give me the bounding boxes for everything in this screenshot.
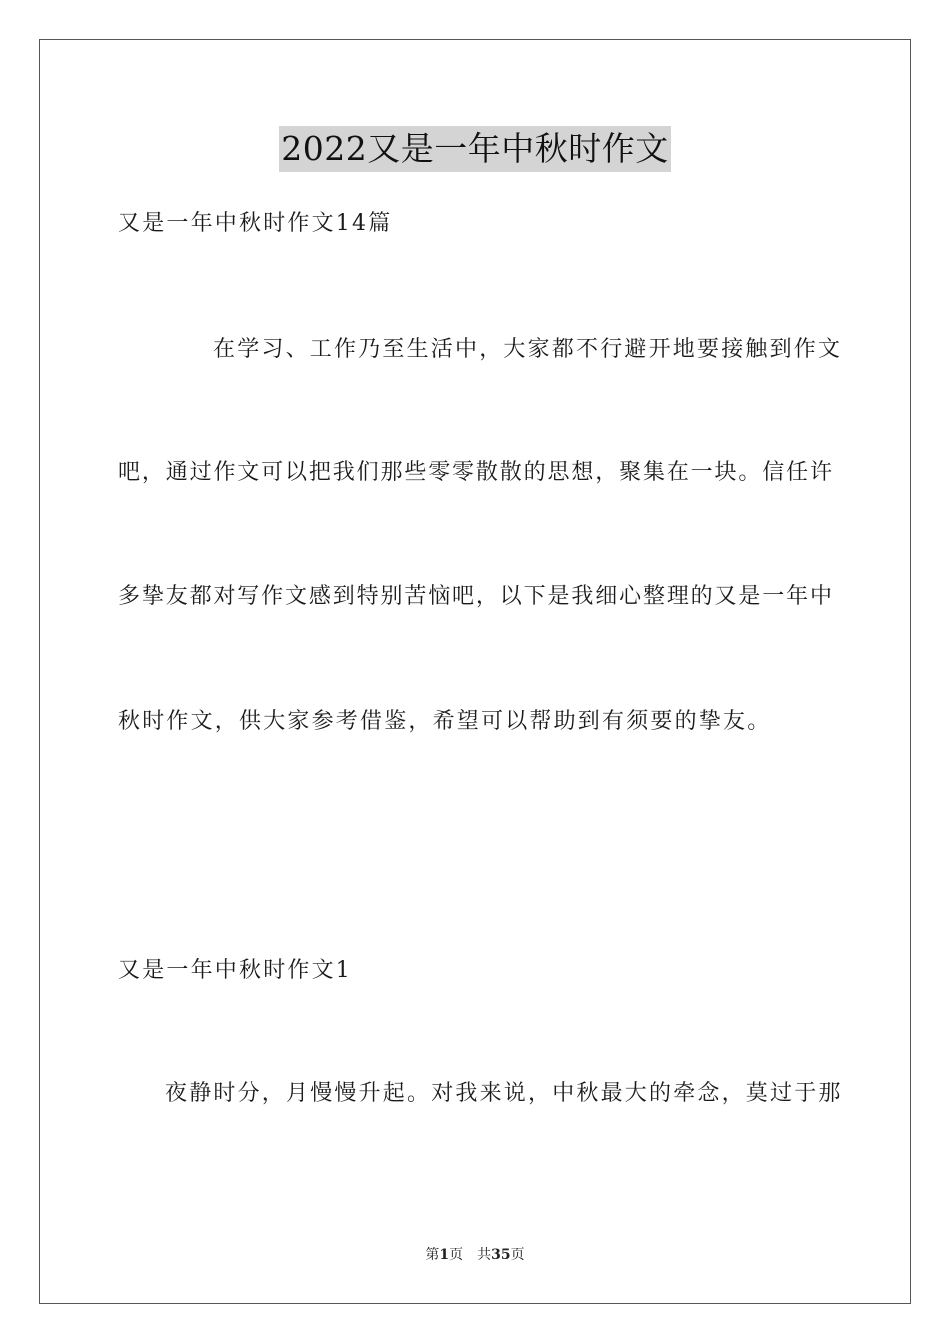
footer-current-page: 1 bbox=[439, 1247, 450, 1263]
page-footer bbox=[0, 1245, 950, 1265]
footer-prefix: 第 bbox=[425, 1247, 440, 1263]
title-container bbox=[0, 126, 950, 172]
body-line-1: 夜静时分，月慢慢升起。对我来说，中秋最大的牵念，莫过于那 bbox=[165, 1081, 843, 1106]
intro-line-4: 秋时作文，供大家参考借鉴，希望可以帮助到有须要的挚友。 bbox=[118, 709, 772, 734]
intro-line-1: 在学习、工作乃至生活中，大家都不行避开地要接触到作文 bbox=[213, 337, 843, 362]
intro-line-2: 吧，通过作文可以把我们那些零零散散的思想，聚集在一块。信任许 bbox=[118, 460, 832, 485]
footer-total-pages: 35 bbox=[491, 1247, 511, 1263]
intro-line-3: 多挚友都对写作文感到特别苦恼吧，以下是我细心整理的又是一年中 bbox=[118, 584, 832, 609]
document-title: 2022又是一年中秋时作文 bbox=[279, 126, 670, 172]
footer-suffix: 页 bbox=[510, 1247, 525, 1263]
footer-mid: 页 共 bbox=[449, 1247, 492, 1263]
document-subtitle: 又是一年中秋时作文14篇 bbox=[118, 211, 393, 236]
section-heading: 又是一年中秋时作文1 bbox=[118, 958, 352, 983]
